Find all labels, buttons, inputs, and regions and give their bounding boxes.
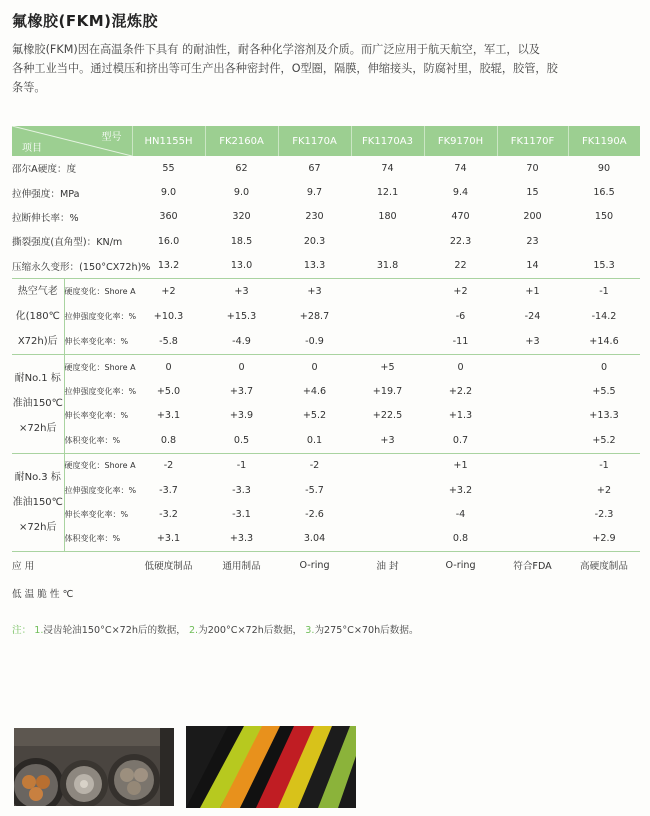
- note-number: 2.: [188, 625, 199, 636]
- sub-row-label: 伸长率变化率：%: [64, 336, 129, 346]
- value-cell: +1.3: [448, 410, 473, 422]
- value-cell: [351, 502, 424, 526]
- value-cell: O-ring: [424, 552, 497, 579]
- group-label-line: X72h)后: [17, 335, 58, 347]
- value-cell: +1: [424, 453, 497, 478]
- table-row: [12, 354, 640, 379]
- sub-row-label: 伸长率变化率：%: [64, 509, 129, 519]
- sub-row-label: 拉伸强度变化率：%: [64, 485, 137, 495]
- sub-row-label: 伸长率变化率：%: [64, 411, 129, 421]
- page-title: 氟橡胶(FKM)混炼胶: [12, 12, 159, 30]
- group-label: [12, 278, 64, 354]
- value-cell: 13.2: [157, 260, 180, 272]
- value-cell: 0: [424, 354, 497, 379]
- value-cell: -2: [278, 453, 351, 478]
- value-cell: 320: [232, 211, 251, 223]
- intro-line: 条等。: [12, 81, 46, 94]
- value-cell: 0: [205, 354, 278, 379]
- value-cell: -2.6: [305, 508, 324, 520]
- value-cell: 15.3: [593, 260, 615, 272]
- value-cell: 9.0: [233, 187, 250, 199]
- value-cell: 230: [305, 211, 324, 223]
- value-cell: [568, 578, 640, 608]
- group-label-line: 准油150℃: [12, 496, 63, 508]
- value-cell: +3.1: [156, 410, 181, 422]
- model-header: FK1170A3: [351, 126, 424, 156]
- colored-rubber-tubes-photo: [186, 726, 356, 808]
- value-cell: +13.3: [589, 410, 619, 422]
- value-cell: 低硬度制品: [132, 552, 205, 579]
- note-text: 浸齿轮油150°C×72h后的数据，: [43, 625, 186, 636]
- value-cell: -11: [452, 335, 469, 347]
- value-cell: 90: [597, 162, 611, 174]
- value-cell: -2: [132, 453, 205, 478]
- value-cell: 360: [159, 211, 178, 223]
- note-number: 3.: [305, 625, 315, 636]
- value-cell: +14.6: [589, 335, 619, 347]
- value-cell: 200: [523, 211, 542, 223]
- value-cell: -1: [568, 278, 640, 304]
- group-label: [12, 453, 64, 552]
- value-cell: 12.1: [376, 187, 399, 199]
- note-text: 为200°C×72h后数据，: [198, 625, 303, 636]
- value-cell: 0: [278, 354, 351, 379]
- value-cell: 22.3: [449, 235, 472, 247]
- value-cell: -0.9: [305, 335, 324, 347]
- value-cell: 470: [451, 211, 470, 223]
- note-number: 1.: [34, 625, 44, 636]
- value-cell: +2.2: [448, 386, 473, 398]
- table-row: [12, 304, 640, 329]
- intro-line: 氟橡胶(FKM)因在高温条件下具有 的耐油性，耐各种化学溶剂及介质。而广泛应用于航天航空，军工，以及: [12, 43, 540, 56]
- value-cell: +28.7: [299, 310, 330, 322]
- value-cell: +2: [596, 484, 612, 496]
- value-cell: +22.5: [372, 410, 403, 422]
- table-row: [12, 527, 640, 552]
- value-cell: 0.8: [452, 533, 469, 545]
- value-cell: 0: [132, 354, 205, 379]
- row-label: 低 温 脆 性 ℃: [12, 589, 74, 601]
- model-header: FK9170H: [424, 126, 497, 156]
- value-cell: 油 封: [351, 552, 424, 579]
- row-label: 拉断伸长率：%: [12, 212, 79, 224]
- value-cell: +2: [424, 278, 497, 304]
- value-cell: -3.1: [232, 508, 251, 520]
- value-cell: +4.6: [302, 386, 327, 398]
- value-cell: 16.5: [593, 187, 615, 199]
- table-row: [12, 502, 640, 526]
- value-cell: +3: [205, 278, 278, 304]
- value-cell: [351, 304, 424, 329]
- value-cell: -24: [524, 310, 541, 322]
- value-cell: 18.5: [230, 235, 253, 247]
- value-cell: 9.7: [306, 187, 323, 199]
- value-cell: 13.3: [303, 260, 326, 272]
- cable-cross-section-photo: [14, 728, 174, 806]
- row-label: 撕裂强度(直角型)：KN/m: [12, 237, 123, 249]
- value-cell: +5.2: [302, 410, 327, 422]
- sub-row-label: 体积变化率：%: [64, 435, 121, 445]
- sub-row-label: 硬度变化：Shore A: [64, 278, 132, 304]
- value-cell: [497, 428, 568, 453]
- value-cell: 0: [568, 354, 640, 379]
- value-cell: -1: [568, 453, 640, 478]
- value-cell: [351, 453, 424, 478]
- value-cell: +3.7: [229, 386, 254, 398]
- group-label-line: 耐No.3 标: [14, 471, 61, 483]
- table-row: [12, 478, 640, 502]
- value-cell: 0.7: [452, 434, 469, 446]
- value-cell: 31.8: [376, 260, 399, 272]
- table-row: [12, 205, 640, 229]
- value-cell: 67: [308, 162, 321, 174]
- value-cell: [351, 229, 424, 253]
- row-label: 压缩永久变形：(150°CX72h)%: [12, 261, 151, 273]
- spec-table: [12, 126, 640, 608]
- corner-model-label: 型号: [101, 132, 122, 143]
- note-text: 为275°C×70h后数据。: [314, 625, 419, 636]
- value-cell: [497, 478, 568, 502]
- value-cell: 22: [454, 260, 467, 272]
- value-cell: [497, 379, 568, 403]
- value-cell: [351, 578, 424, 608]
- value-cell: [351, 527, 424, 552]
- value-cell: [351, 329, 424, 355]
- value-cell: 13.0: [230, 260, 253, 272]
- corner-item-label: 项目: [22, 143, 42, 154]
- group-label-line: ×72h后: [19, 423, 57, 435]
- row-label: 拉伸强度：MPa: [12, 188, 80, 200]
- value-cell: 0.8: [160, 434, 177, 446]
- table-header-row: [12, 126, 640, 156]
- value-cell: +1: [497, 278, 568, 304]
- brittleness-row: [12, 578, 640, 608]
- value-cell: +3: [525, 335, 540, 347]
- row-label: 应 用: [12, 552, 132, 579]
- sub-row-label: 体积变化率：%: [64, 534, 121, 544]
- table-row: [12, 156, 640, 180]
- intro-line: 各种工业当中。通过模压和挤出等可生产出各种密封件，O型圈，隔膜，伸缩接头，防腐衬里，胶辊，胶管，胶: [12, 62, 558, 75]
- value-cell: 0.1: [306, 434, 323, 446]
- value-cell: 14: [526, 260, 539, 272]
- value-cell: 180: [378, 211, 397, 223]
- value-cell: 0.5: [233, 434, 250, 446]
- value-cell: +5.2: [592, 434, 616, 446]
- value-cell: [278, 578, 351, 608]
- value-cell: 74: [381, 162, 394, 174]
- group-label: [12, 354, 64, 453]
- sub-row-label: 拉伸强度变化率：%: [64, 387, 137, 397]
- value-cell: +5: [351, 354, 424, 379]
- value-cell: 23: [526, 235, 539, 247]
- value-cell: 20.3: [303, 235, 326, 247]
- model-header: FK2160A: [205, 126, 278, 156]
- value-cell: +5.0: [156, 386, 181, 398]
- value-cell: +3.9: [229, 410, 254, 422]
- model-header: FK1170A: [278, 126, 351, 156]
- value-cell: -2.3: [594, 508, 614, 520]
- value-cell: 高硬度制品: [568, 552, 640, 579]
- note-prefix: 注：: [12, 625, 32, 636]
- group-label-line: 准油150℃: [12, 398, 63, 410]
- value-cell: 符合FDA: [497, 552, 568, 579]
- value-cell: [568, 229, 640, 253]
- application-row: [12, 552, 640, 579]
- value-cell: 55: [162, 162, 175, 174]
- value-cell: +3: [278, 278, 351, 304]
- value-cell: [424, 578, 497, 608]
- model-header: FK1170F: [497, 126, 568, 156]
- value-cell: [132, 578, 205, 608]
- value-cell: +3.3: [229, 533, 254, 545]
- value-cell: -5.8: [159, 335, 178, 347]
- value-cell: 3.04: [303, 533, 326, 545]
- group-label-line: 化(180℃: [15, 310, 60, 322]
- value-cell: [351, 478, 424, 502]
- value-cell: [497, 578, 568, 608]
- table-row: [12, 229, 640, 253]
- value-cell: 15: [526, 187, 539, 199]
- value-cell: 70: [526, 162, 539, 174]
- value-cell: -3.7: [159, 484, 178, 496]
- value-cell: [497, 354, 568, 379]
- value-cell: +2: [132, 278, 205, 304]
- value-cell: +3: [380, 434, 395, 446]
- table-row: [12, 404, 640, 428]
- value-cell: -5.7: [305, 484, 324, 496]
- table-row: [12, 180, 640, 204]
- value-cell: -6: [455, 310, 466, 322]
- value-cell: 150: [594, 211, 614, 223]
- table-row: [12, 278, 640, 304]
- value-cell: 62: [235, 162, 248, 174]
- group-label-line: ×72h后: [19, 521, 57, 533]
- table-row: [12, 428, 640, 453]
- value-cell: -4: [455, 508, 466, 520]
- table-row: [12, 329, 640, 355]
- model-header: FK1190A: [568, 126, 640, 156]
- value-cell: -14.2: [591, 310, 617, 322]
- value-cell: +5.5: [592, 386, 616, 398]
- value-cell: +2.9: [592, 533, 616, 545]
- value-cell: 74: [454, 162, 467, 174]
- sub-row-label: 硬度变化：Shore A: [64, 453, 132, 478]
- intro-paragraph: [12, 40, 582, 97]
- value-cell: +15.3: [226, 310, 257, 322]
- footnote: [12, 622, 419, 636]
- table-row: [12, 254, 640, 279]
- group-label-line: 耐No.1 标: [14, 373, 61, 385]
- value-cell: 9.0: [160, 187, 177, 199]
- value-cell: -3.3: [232, 484, 251, 496]
- table-row: [12, 453, 640, 478]
- value-cell: [497, 453, 568, 478]
- value-cell: [497, 527, 568, 552]
- value-cell: +3.1: [156, 533, 181, 545]
- value-cell: 通用制品: [205, 552, 278, 579]
- sub-row-label: 硬度变化：Shore A: [64, 354, 132, 379]
- value-cell: -1: [205, 453, 278, 478]
- value-cell: [497, 502, 568, 526]
- row-label: 邵尔A硬度：度: [12, 164, 77, 176]
- value-cell: [351, 278, 424, 304]
- value-cell: [497, 404, 568, 428]
- table-row: [12, 379, 640, 403]
- value-cell: 9.4: [452, 187, 469, 199]
- value-cell: -4.9: [232, 335, 251, 347]
- group-label-line: 热空气老: [17, 285, 58, 297]
- value-cell: O-ring: [278, 552, 351, 579]
- corner-cell: [12, 126, 132, 156]
- value-cell: -3.2: [159, 508, 178, 520]
- value-cell: 16.0: [157, 235, 180, 247]
- value-cell: [205, 578, 278, 608]
- value-cell: +3.2: [448, 484, 473, 496]
- value-cell: +19.7: [372, 386, 403, 398]
- model-header: HN1155H: [132, 126, 205, 156]
- value-cell: +10.3: [153, 310, 184, 322]
- sub-row-label: 拉伸强度变化率：%: [64, 311, 137, 321]
